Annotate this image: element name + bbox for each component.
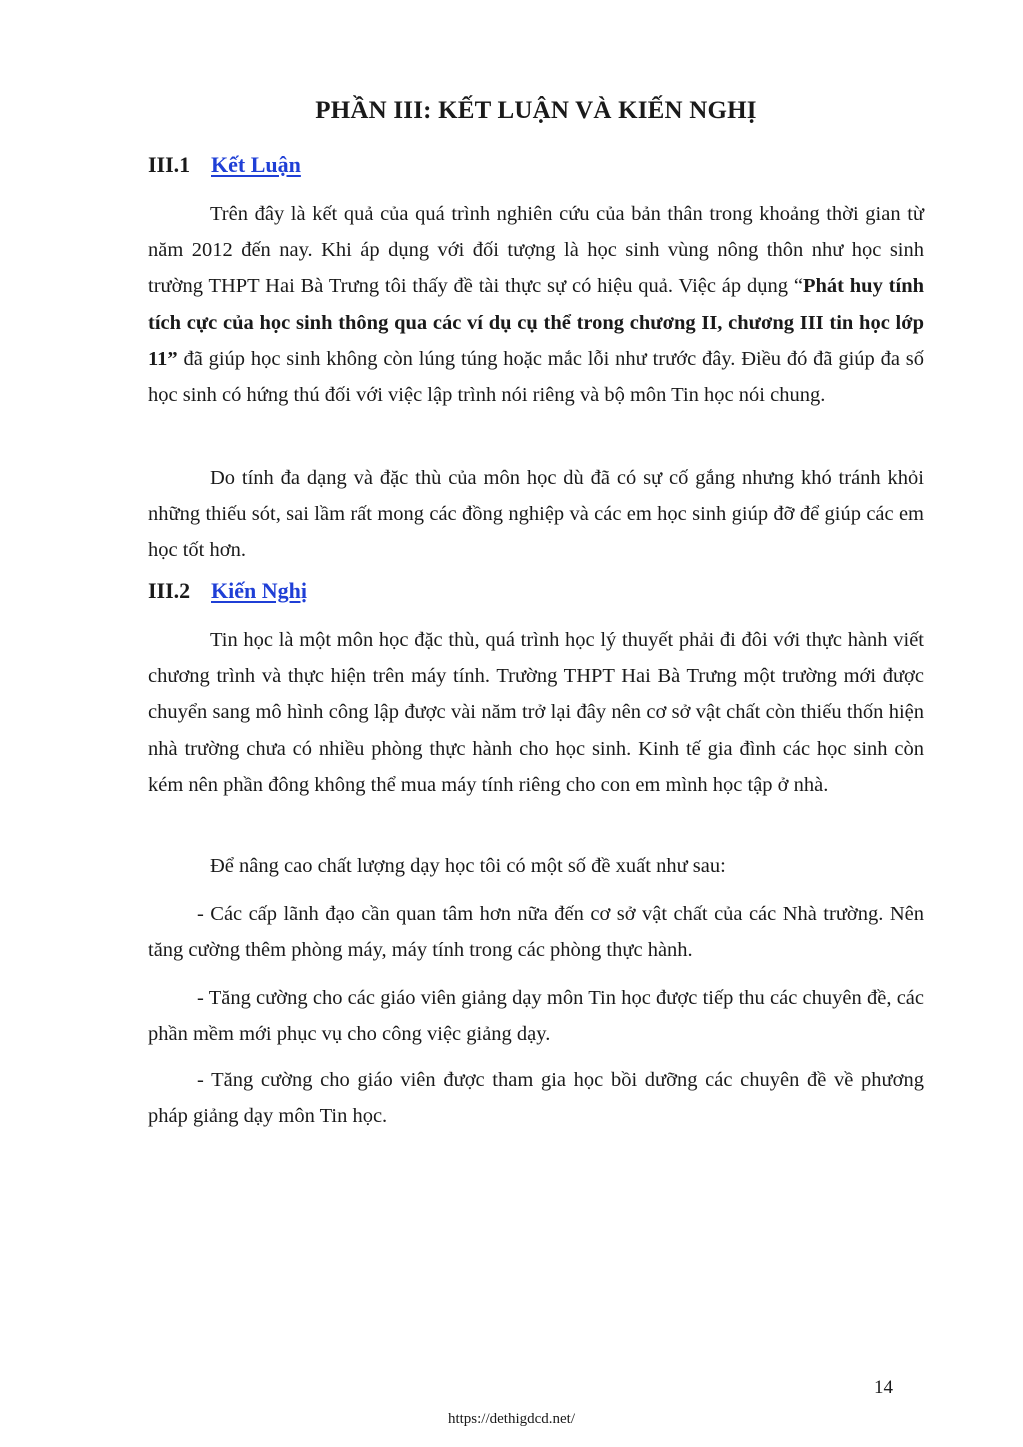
page-number: 14 bbox=[874, 1377, 893, 1398]
section-number: III.1 bbox=[148, 152, 191, 177]
recommendation-bullet-2: - Tăng cường cho các giáo viên giảng dạy môn Tin học được tiếp thu các chuyên đề, các phần mềm mới phục vụ cho công việc giảng dạy. bbox=[148, 987, 924, 1046]
recommendation-paragraph-1: Tin học là một môn học đặc thù, quá trình học lý thuyết phải đi đôi với thực hành viết chương trình và thực hiện trên máy tính. Trường THPT Hai Bà Trưng một trường mới được chuyển sang mô hình công lập được vài năm trở lại đây nên cơ sở vật chất còn thiếu thốn hiện nhà trường chưa có nhiều phòng thực hành cho học sinh. Kinh tế gia đình các học sinh còn kém nên phần đông không thể mua máy tính riêng cho con em mình học tập ở nhà. bbox=[148, 629, 924, 796]
section-link-kien-nghi[interactable]: Kiến Nghị bbox=[211, 578, 307, 603]
section-number: III.2 bbox=[148, 578, 191, 603]
recommendation-paragraph-2: Để nâng cao chất lượng dạy học tôi có một số đề xuất như sau: bbox=[210, 855, 726, 877]
conclusion-paragraph-1 bbox=[148, 196, 924, 413]
footer-url[interactable]: https://dethigdcd.net/ bbox=[447, 1411, 576, 1427]
recommendation-bullet-1: - Các cấp lãnh đạo cần quan tâm hơn nữa đến cơ sở vật chất của các Nhà trường. Nên tăng cường thêm phòng máy, máy tính trong các phòng thực hành. bbox=[148, 903, 924, 962]
conclusion-text-a: Trên đây là kết quả của quá trình nghiên cứu của bản thân trong khoảng thời gian từ năm 2012 đến nay. Khi áp dụng với đối tượng là học sinh vùng nông thôn như học sinh trường THPT Hai Bà Trưng tôi thấy đề tài thực sự có hiệu quả. Việc áp dụng “ bbox=[148, 203, 924, 298]
recommendation-bullet-3: - Tăng cường cho giáo viên được tham gia học bồi dưỡng các chuyên đề về phương pháp giảng dạy môn Tin học. bbox=[148, 1069, 924, 1128]
section-heading-kien-nghi bbox=[148, 578, 307, 604]
conclusion-text-b: đã giúp học sinh không còn lúng túng hoặc mắc lỗi như trước đây. Điều đó đã giúp đa số học sinh có hứng thú đối với việc lập trình nói riêng và bộ môn Tin học nói chung. bbox=[148, 347, 924, 407]
conclusion-paragraph-2: Do tính đa dạng và đặc thù của môn học dù đã có sự cố gắng nhưng khó tránh khỏi những thiếu sót, sai lầm rất mong các đồng nghiệp và các em học sinh giúp đỡ để giúp các em học tốt hơn. bbox=[148, 467, 924, 562]
section-link-ket-luan[interactable]: Kết Luận bbox=[211, 152, 301, 177]
conclusion-text-bold: Phát huy tính tích cực của học sinh thông qua các ví dụ cụ thể trong chương II, chương III tin học lớp 11” bbox=[148, 275, 924, 370]
page-title: PHẦN III: KẾT LUẬN VÀ KIẾN NGHỊ bbox=[315, 97, 757, 124]
section-heading-ket-luan bbox=[148, 152, 301, 178]
